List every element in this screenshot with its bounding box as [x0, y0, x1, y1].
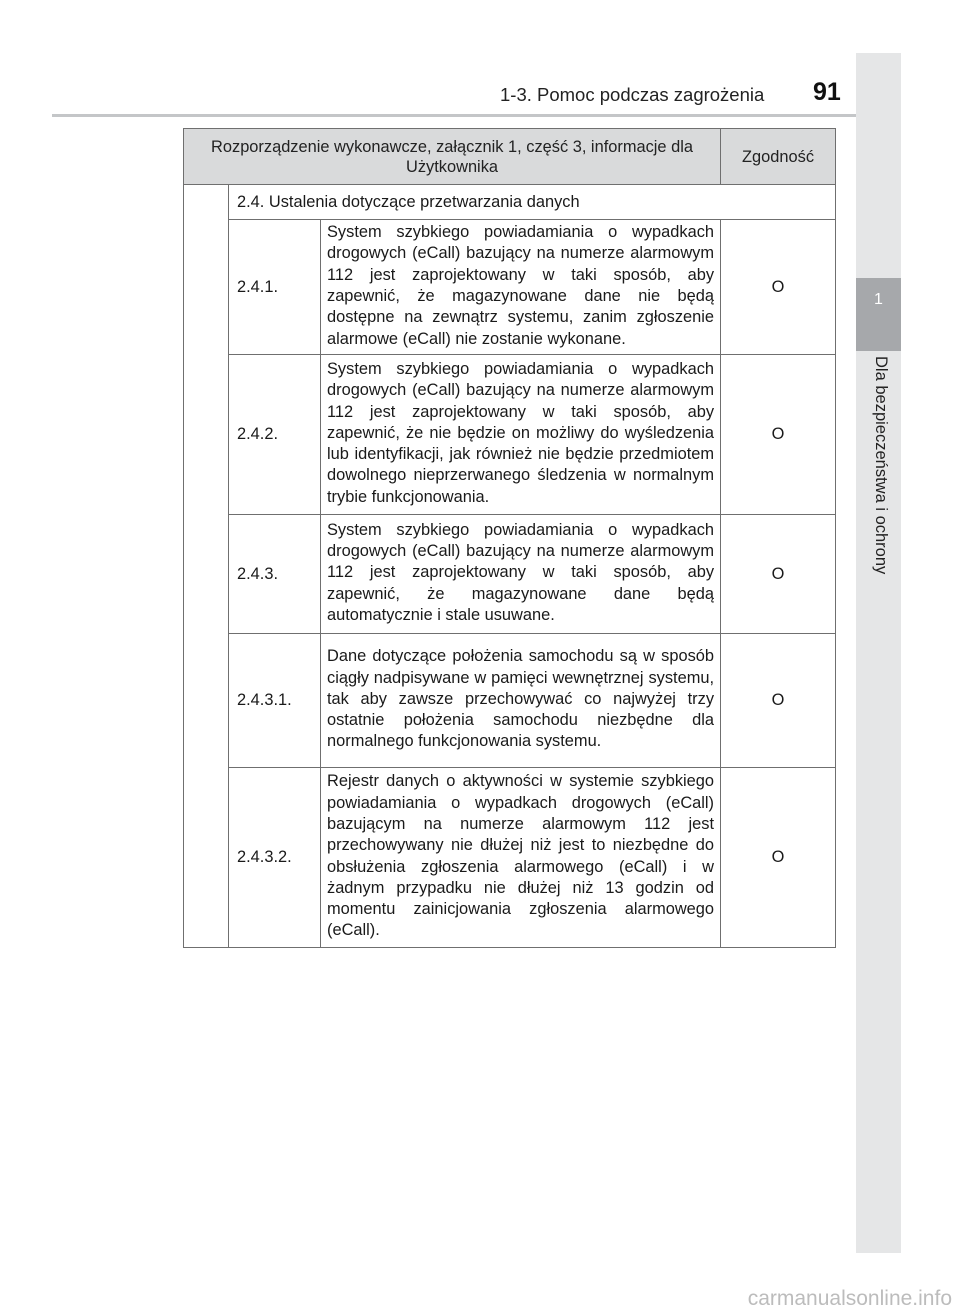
- row-compliance: O: [721, 355, 836, 515]
- table-row: [184, 768, 836, 948]
- row-description: Dane dotyczące położenia samochodu są w sposób ciągły nadpisywane w pamięci wewnętrznej systemu, tak aby zawsze przechowywać co najwyżej trzy ostatnie położenia samochodu niezbędne dla normalnego funkcjonowania systemu.: [321, 634, 721, 768]
- section-row: [184, 185, 836, 220]
- row-description: System szybkiego powiadamiania o wypadkach drogowych (eCall) bazujący na numerze alarmowym 112 jest zaprojektowany w taki sposób, aby zapewnić, że magazynowane dane będą automatycznie i stale usuwane.: [321, 515, 721, 634]
- chapter-label: Dla bezpieczeństwa i ochrony: [872, 356, 890, 575]
- section-title: 2.4. Ustalenia dotyczące przetwarzania danych: [229, 185, 836, 220]
- row-code: 2.4.2.: [229, 355, 321, 515]
- row-code: 2.4.3.2.: [229, 768, 321, 948]
- row-description: Rejestr danych o aktywności w systemie szybkiego powiadamiania o wypadkach drogowych (eCall) bazującym na numerze alarmowym 112 jest przechowywany nie dłużej niż jest to niezbędne do obsłużenia zgłoszenia alarmowego (eCall) i w żadnym przypadku nie dłużej niż 13 godzin od momentu zainicjowania zgłoszenia alarmowego (eCall).: [321, 768, 721, 948]
- row-compliance: O: [721, 768, 836, 948]
- header-divider: [52, 114, 900, 117]
- table-row: [184, 515, 836, 634]
- footer-watermark[interactable]: carmanualsonline.info: [747, 1287, 952, 1310]
- row-compliance: O: [721, 634, 836, 768]
- row-description: System szybkiego powiadamiania o wypadkach drogowych (eCall) bazujący na numerze alarmowym 112 jest zaprojektowany w taki sposób, aby zapewnić, że magazynowane dane nie będą dostępne na zewnątrz systemu, zanim zgłoszenie alarmowe (eCall) nie zostanie wykonane.: [321, 220, 721, 355]
- row-compliance: O: [721, 220, 836, 355]
- chapter-side-tab: [856, 53, 901, 1253]
- running-header-title: 1-3. Pomoc podczas zagrożenia: [500, 84, 765, 105]
- table-row: [184, 634, 836, 768]
- row-compliance: O: [721, 515, 836, 634]
- row-description: System szybkiego powiadamiania o wypadkach drogowych (eCall) bazujący na numerze alarmowym 112 jest zaprojektowany w taki sposób, aby zapewnić, że nie będzie on możliwy do wyśledzenia lub identyfikacji, jak również nie będzie przedmiotem dowolnego nieprzerwanego śledzenia w normalnym trybie funkcjonowania.: [321, 355, 721, 515]
- header-compliance: Zgodność: [721, 129, 836, 185]
- chapter-tab-active-marker: [856, 278, 901, 351]
- chapter-number: 1: [874, 291, 883, 308]
- table-row: [184, 220, 836, 355]
- table-row: [184, 355, 836, 515]
- regulation-table: [183, 128, 836, 948]
- row-code: 2.4.3.1.: [229, 634, 321, 768]
- header-regulation: Rozporządzenie wykonawcze, załącznik 1, część 3, informacje dla Użytkownika: [184, 129, 721, 185]
- page-number: 91: [813, 78, 841, 106]
- row-code: 2.4.1.: [229, 220, 321, 355]
- indent-cell: [184, 185, 229, 948]
- row-code: 2.4.3.: [229, 515, 321, 634]
- table-header-row: [184, 129, 836, 185]
